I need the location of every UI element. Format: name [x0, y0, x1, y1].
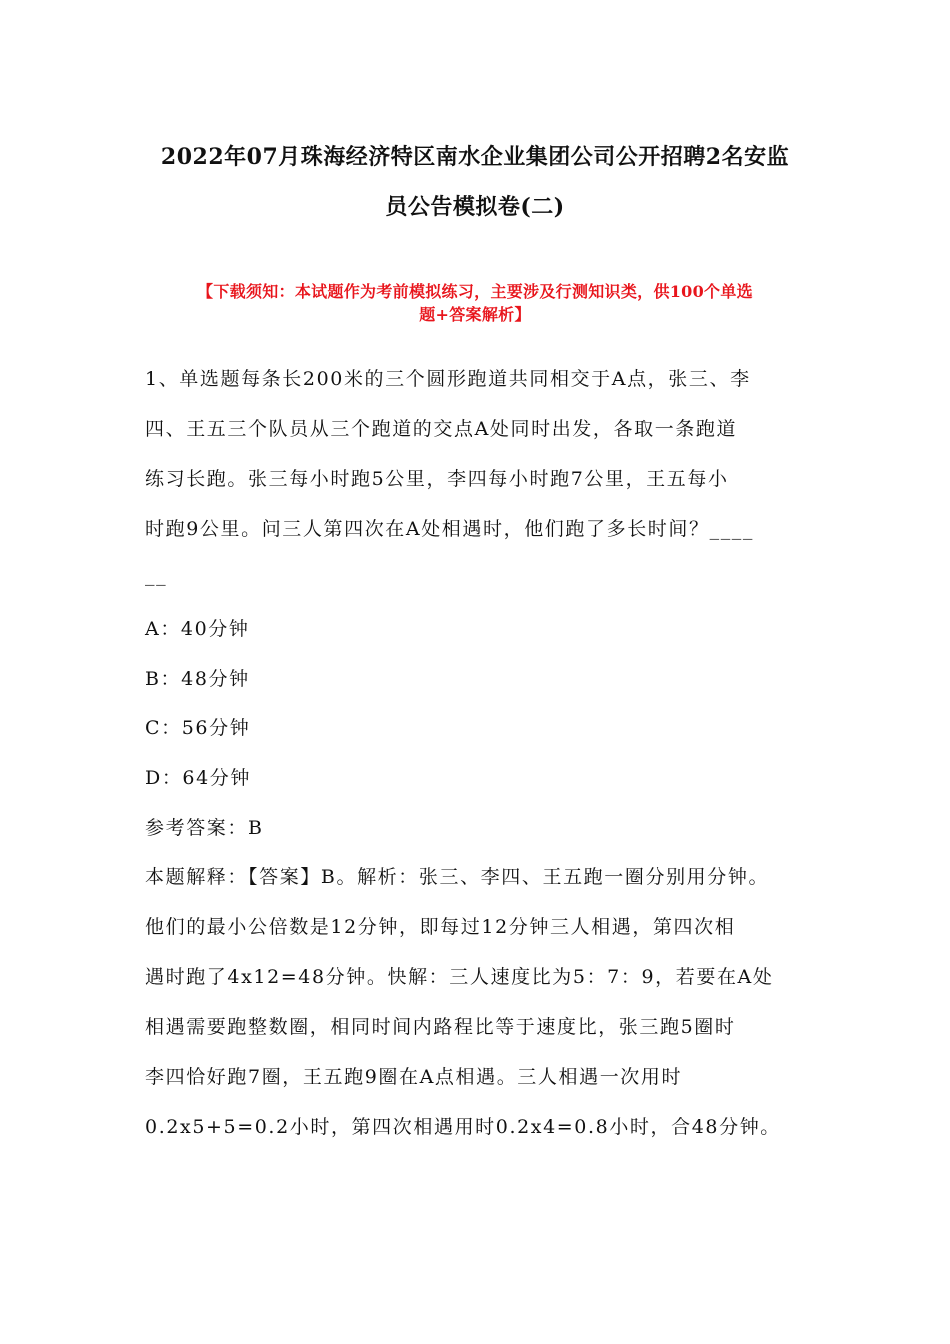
option-a: A：40分钟 — [145, 618, 250, 640]
reference-answer: 参考答案：B — [145, 817, 264, 839]
document-title-line-2: 员公告模拟卷(二) — [385, 194, 565, 220]
explanation-line: 遇时跑了4x12=48分钟。快解：三人速度比为5：7：9，若要在A处 — [145, 966, 774, 988]
option-c: C：56分钟 — [145, 717, 251, 739]
explanation-line: 相遇需要跑整数圈，相同时间内路程比等于速度比，张三跑5圈时 — [145, 1016, 736, 1038]
download-notice-line-2: 题+答案解析】 — [419, 305, 531, 324]
question-text-line: 时跑9公里。问三人第四次在A处相遇时，他们跑了多长时间？____ — [145, 518, 755, 540]
explanation-line: 0.2x5+5=0.2小时，第四次相遇用时0.2x4=0.8小时，合48分钟。 — [145, 1116, 781, 1138]
explanation-line: 他们的最小公倍数是12分钟，即每过12分钟三人相遇，第四次相 — [145, 916, 736, 938]
question-text-line: 练习长跑。张三每小时跑5公里，李四每小时跑7公里，王五每小 — [145, 468, 729, 490]
explanation-line: 本题解释：【答案】B。解析：张三、李四、王五跑一圈分别用分钟。 — [145, 866, 770, 888]
document-title-line-1: 2022年07月珠海经济特区南水企业集团公司公开招聘2名安监 — [160, 144, 790, 170]
question-text-line: 四、王五三个队员从三个跑道的交点A处同时出发，各取一条跑道 — [145, 418, 738, 440]
option-d: D：64分钟 — [145, 767, 252, 789]
question-text-line: 1、单选题每条长200米的三个圆形跑道共同相交于A点，张三、李 — [145, 368, 751, 390]
download-notice-line-1: 【下载须知：本试题作为考前模拟练习，主要涉及行测知识类，供100个单选 — [197, 282, 753, 301]
question-text-line: __ — [145, 564, 168, 586]
explanation-line: 李四恰好跑7圈，王五跑9圈在A点相遇。三人相遇一次用时 — [145, 1066, 683, 1088]
option-b: B：48分钟 — [145, 668, 250, 690]
